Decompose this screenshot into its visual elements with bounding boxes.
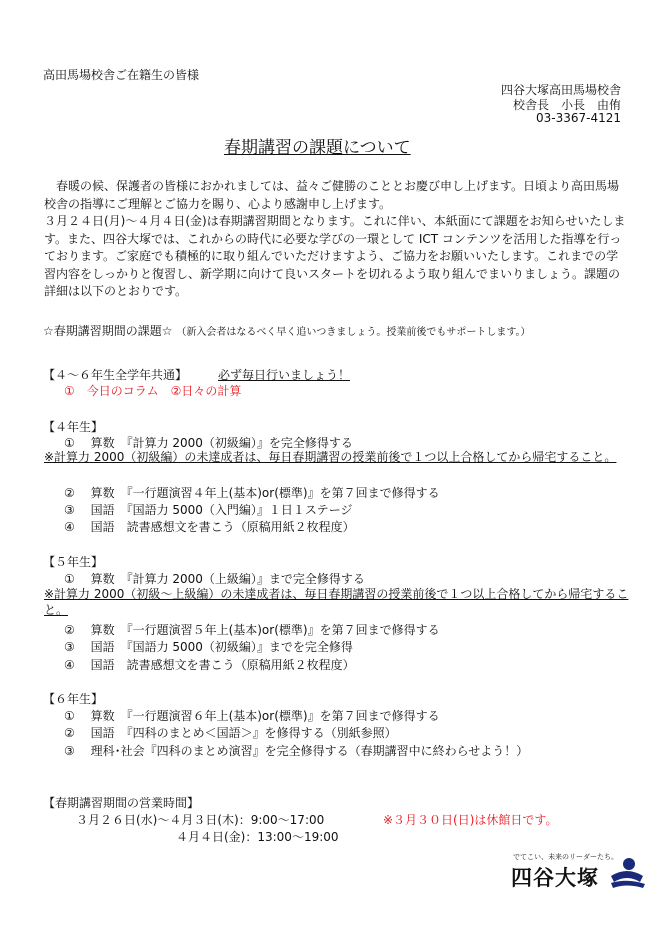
intro-paragraph-2: ３月２４日(月)～４月４日(金)は春期講習期間となります。これに伴い、本紙面にて課題をお知らせいたします。また、四谷大塚では、これからの時代に必要な学びの一環として ICT コンテンツを活用した指導を行っております。ご家庭でも積極的に取り組んでいただけますよう、ご協力をお願いいたします。これまでの学習内容をしっかりと復習し、新学期に向けて良いスタートを切れるよう取り組んでまいりましょう。課題の詳細は以下のとおりです。 [44,214,626,298]
grade4-item-1: ① 算数 『計算力 2000（初級編）』を完全修得する [64,436,353,450]
school-name: 四谷大塚高田馬場校舎 [500,83,621,97]
grade6-label: 【６年生】 [43,692,104,706]
grade5-label: 【５年生】 [43,555,104,569]
closed-notice: ※３月３０日(日)は休館日です。 [383,813,558,827]
common-emphasis: 必ず毎日行いましょう！ [218,368,351,382]
phone-number: 03-3367-4121 [535,111,621,125]
grade4-note: ※計算力 2000（初級編）の未達成者は、毎日春期講習の授業前後で１つ以上合格してから帰宅すること。 [44,450,617,464]
grade5-note: ※計算力 2000（初級～上級編）の未達成者は、毎日春期講習の授業前後で１つ以上合格してから帰宅すること。 [44,587,629,617]
grade6-item-3: ③ 理科･社会『四科のまとめ演習』を完全修得する（春期講習中に終わらせよう！） [64,744,529,758]
tasks-heading [43,322,531,339]
grade4-label: 【４年生】 [43,420,104,434]
grade6-item-1: ① 算数 『一行題演習６年上(基本)or(標準)』を第７回まで修得する [64,709,440,723]
page-title: 春期講習の課題について [224,138,411,158]
principal-name: 校舎長 小長 由侑 [512,98,621,112]
intro-paragraph-1: 春暖の候、保護者の皆様におかれましては、益々ご健勝のこととお慶び申し上げます。日頃より高田馬場校舎の指導にご理解とご協力を賜り、心より感謝申し上げます。 [44,179,620,211]
logo-name: 四谷大塚 [511,866,599,890]
intro [44,178,630,301]
tasks-heading-main: ☆春期講習期間の課題☆ [43,324,173,338]
hours-line-2: ４月４日(金)：13:00～19:00 [176,830,339,844]
grade4-item-2: ② 算数 『一行題演習４年上(基本)or(標準)』を第７回まで修得する [64,486,440,500]
common-items: ① 今日のコラム ②日々の計算 [64,384,242,398]
grade5-item-3: ③ 国語 『国語力 5000（初級編）』までを完全修得 [64,640,353,654]
tasks-heading-note: （新入会者はなるべく早く追いつきましょう。授業前後でもサポートします。） [176,327,531,338]
grade5-item-1: ① 算数 『計算力 2000（上級編）』まで完全修得する [64,572,365,586]
hours-line-1: ３月２６日(水)～４月３日(木)：9:00～17:00 [76,813,325,827]
grade5-item-4: ④ 国語 読書感想文を書こう（原稿用紙２枚程度） [64,658,355,672]
logo-mark-icon [607,856,647,890]
recipient: 高田馬場校舎ご在籍生の皆様 [43,68,200,82]
grade5-item-2: ② 算数 『一行題演習５年上(基本)or(標準)』を第７回まで修得する [64,623,440,637]
logo-tagline: でてこい、未来のリーダーたち。 [513,853,618,861]
brand-logo [497,852,647,902]
grade6-item-2: ② 国語 『四科のまとめ＜国語＞』を修得する（別紙参照） [64,726,397,740]
grade4-item-4: ④ 国語 読書感想文を書こう（原稿用紙２枚程度） [64,520,355,534]
grade4-item-3: ③ 国語 『国語力 5000（入門編）』１日１ステージ [64,503,353,517]
hours-label: 【春期講習期間の営業時間】 [43,796,200,810]
common-section-label: 【４～６年生全学年共通】 [43,368,188,382]
